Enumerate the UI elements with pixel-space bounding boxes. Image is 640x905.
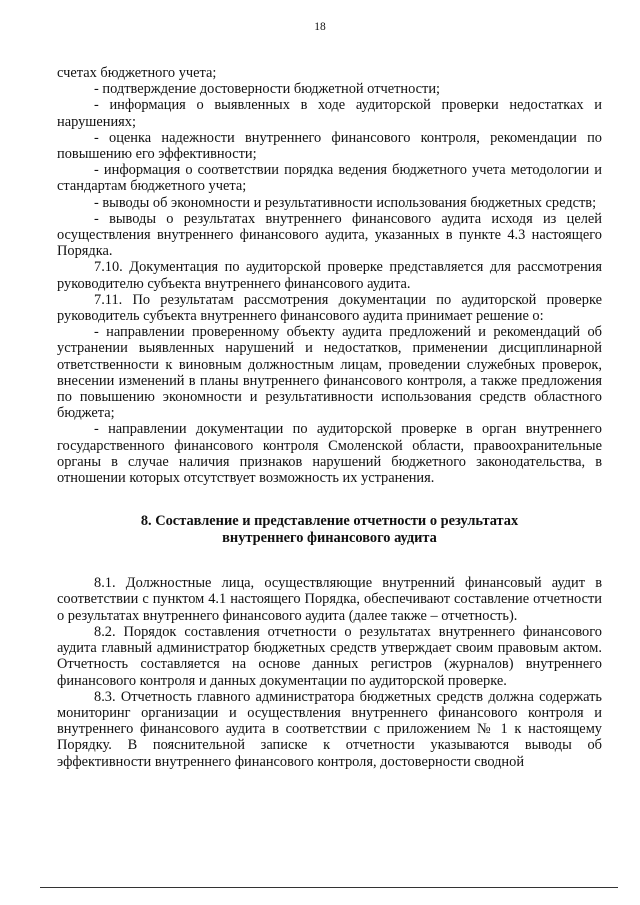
list-item: - направлении проверенному объекту аудита предложений и рекомендаций об устранении выявленных нарушений и недостатков, применении дисциплинарной ответственности к виновным должностным лицам, проведении служебных проверок, внесении изменений в планы внутреннего финансового контроля, а также предложения по повышению экономности и результативности использования средств областного бюджета;: [57, 324, 602, 422]
footer-divider: [40, 887, 618, 888]
list-item: - подтверждение достоверности бюджетной отчетности;: [94, 81, 441, 98]
paragraph-7-10: 7.10. Документация по аудиторской проверке представляется для рассмотрения руководителю субъекта внутреннего финансового аудита.: [57, 259, 602, 292]
list-item: - оценка надежности внутреннего финансового контроля, рекомендации по повышению его эффективности;: [57, 129, 602, 163]
list-item: - выводы об экономности и результативности использования бюджетных средств;: [94, 194, 597, 211]
section-heading: [57, 513, 602, 547]
paragraph: счетах бюджетного учета;: [57, 65, 217, 81]
list-item: - информация о соответствии порядка ведения бюджетного учета методологии и стандартам бюджетного учета;: [57, 162, 602, 195]
list-item: - выводы о результатах внутреннего финансового аудита исходя из целей осуществления внутреннего финансового аудита, указанных в пункте 4.3 настоящего Порядка.: [57, 210, 602, 260]
paragraph-8-3: 8.3. Отчетность главного администратора бюджетных средств должна содержать мониторинг организации и осуществления внутреннего финансового контроля и внутреннего финансового аудита в соответствии с приложением № 1 к настоящему Порядку. В пояснительной записке к отчетности указываются выводы об эффективности внутреннего финансового контроля, достоверности сводной: [57, 688, 602, 770]
section-heading-line: внутреннего финансового аудита: [222, 530, 437, 547]
document-body: [57, 65, 602, 770]
paragraph-8-2: 8.2. Порядок составления отчетности о результатах внутреннего финансового аудита главный администратор бюджетных средств утверждает своим правовым актом. Отчетность составляется на основе данных регистров (журналов) внутреннего финансового контроля и данных документации по аудиторской проверке.: [57, 623, 602, 689]
page-number: 18: [314, 21, 326, 33]
list-item: - информация о выявленных в ходе аудиторской проверки недостатках и нарушениях;: [57, 97, 602, 130]
section-heading-line: 8. Составление и представление отчетности о результатах: [140, 513, 519, 530]
paragraph-7-11: 7.11. По результатам рассмотрения документации по аудиторской проверке руководитель субъекта внутреннего финансового аудита принимает решение о:: [57, 291, 602, 325]
list-item: - направлении документации по аудиторской проверке в орган внутреннего государственного финансового контроля Смоленской области, правоохранительные органы в случае наличия признаков нарушений бюджетного законодательства, в отношении которых отсутствует возможность их устранения.: [57, 421, 602, 487]
paragraph-8-1: 8.1. Должностные лица, осуществляющие внутренний финансовый аудит в соответствии с пунктом 4.1 настоящего Порядка, обеспечивают составление отчетности о результатах внутреннего финансового аудита (далее также – отчетность).: [57, 575, 602, 624]
